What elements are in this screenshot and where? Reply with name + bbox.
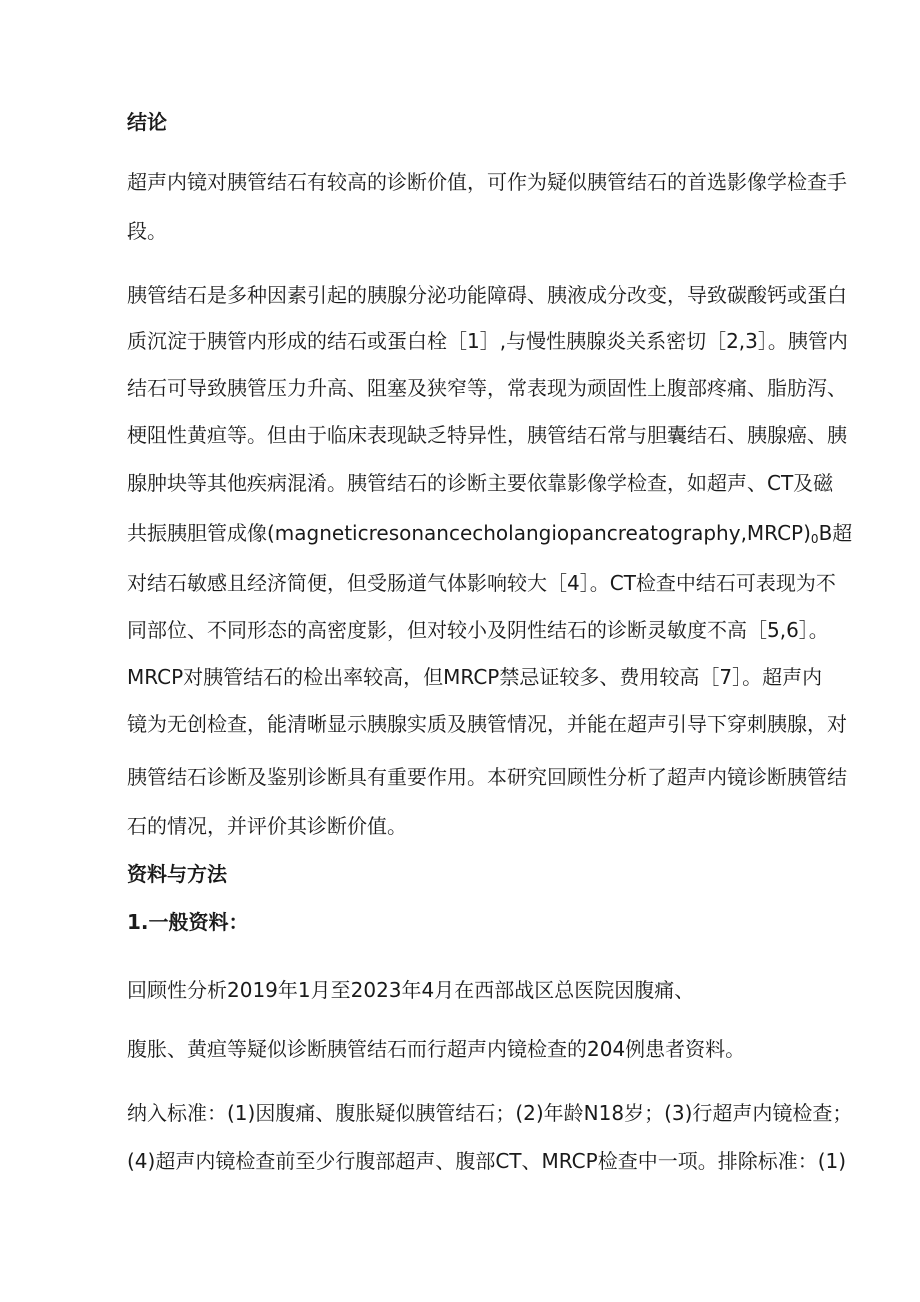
intro-line-6-main: 共振胰胆管成像(magneticresonancecholangiopancreatography,MRCP) [127, 521, 811, 545]
intro-line-8: 同部位、不同形态的高密度影，但对较小及阴性结石的诊断灵敏度不高［5,6］。 [127, 618, 829, 642]
intro-line-2: 质沉淀于胰管内形成的结石或蛋白栓［1］,与慢性胰腺炎关系密切［2,3］。胰管内 [127, 329, 848, 353]
intro-line-4: 梗阻性黄疸等。但由于临床表现缺乏特异性，胰管结石常与胆囊结石、胰腺癌、胰 [127, 423, 847, 447]
intro-line-11: 胰管结石诊断及鉴别诊断具有重要作用。本研究回顾性分析了超声内镜诊断胰管结 [127, 765, 847, 789]
intro-line-6-tail: B超 [818, 521, 853, 545]
conclusion-line-2: 段。 [127, 219, 167, 243]
intro-line-10: 镜为无创检查，能清晰显示胰腺实质及胰管情况，并能在超声引导下穿刺胰腺，对 [127, 712, 847, 736]
intro-line-5: 腺肿块等其他疾病混淆。胰管结石的诊断主要依靠影像学检查，如超声、CT及磁 [127, 471, 834, 495]
methods-para1-line-2: 腹胀、黄疸等疑似诊断胰管结石而行超声内镜检查的204例患者资料。 [127, 1037, 746, 1061]
conclusion-heading: 结论 [127, 110, 167, 134]
methods-subheading: 1.一般资料： [127, 910, 249, 934]
intro-line-6-subscript: 0 [810, 532, 819, 546]
intro-line-3: 结石可导致胰管压力升高、阻塞及狭窄等，常表现为顽固性上腹部疼痛、脂肪泻、 [127, 376, 847, 400]
intro-line-6 [127, 520, 852, 552]
methods-para2-line-1: 纳入标准：(1)因腹痛、腹胀疑似胰管结石；(2)年龄N18岁；(3)行超声内镜检查； [127, 1101, 853, 1125]
conclusion-line-1: 超声内镜对胰管结石有较高的诊断价值，可作为疑似胰管结石的首选影像学检查手 [127, 170, 847, 194]
intro-line-12: 石的情况，并评价其诊断价值。 [127, 814, 407, 838]
intro-line-1: 胰管结石是多种因素引起的胰腺分泌功能障碍、胰液成分改变，导致碳酸钙或蛋白 [127, 283, 847, 307]
methods-para2-line-2: (4)超声内镜检查前至少行腹部超声、腹部CT、MRCP检查中一项。排除标准：(1) [127, 1149, 847, 1173]
methods-para1-line-1: 回顾性分析2019年1月至2023年4月在西部战区总医院因腹痛、 [127, 978, 695, 1002]
intro-line-9: MRCP对胰管结石的检出率较高，但MRCP禁忌证较多、费用较高［7］。超声内 [127, 665, 823, 689]
intro-line-7: 对结石敏感且经济简便，但受肠道气体影响较大［4］。CT检查中结石可表现为不 [127, 571, 836, 595]
methods-heading: 资料与方法 [127, 862, 227, 886]
